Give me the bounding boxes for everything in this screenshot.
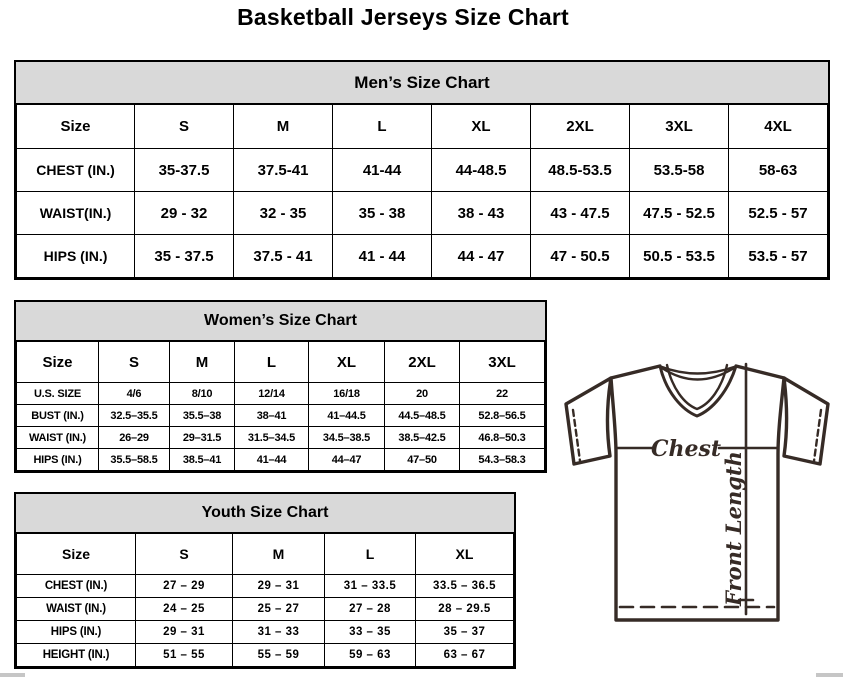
table-row [17,235,828,278]
size-value-cell: 38.5–41 [170,449,235,471]
size-header-row [17,342,545,383]
size-value-cell: 37.5-41 [234,149,333,192]
size-value-cell: 44–47 [309,449,385,471]
size-value-cell: 4/6 [99,383,170,405]
column-header: L [333,105,432,149]
size-value-cell: 52.5 - 57 [729,192,828,235]
row-label: HIPS (IN.) [17,235,135,278]
size-value-cell: 32 - 35 [234,192,333,235]
size-value-cell: 29–31.5 [170,427,235,449]
size-value-cell: 27 – 28 [325,598,416,621]
size-value-cell: 46.8–50.3 [460,427,545,449]
column-header: 3XL [460,342,545,383]
table-row [17,644,514,667]
size-value-cell: 28 – 29.5 [416,598,514,621]
column-header: M [170,342,235,383]
column-header: L [235,342,309,383]
column-header: Size [17,342,99,383]
youth-size-table [16,533,514,667]
column-header: XL [416,534,514,575]
size-header-row [17,534,514,575]
jersey-right-sleeve [784,378,828,464]
table-row [17,575,514,598]
column-header: S [135,105,234,149]
column-header: L [325,534,416,575]
size-value-cell: 35.5–58.5 [99,449,170,471]
size-value-cell: 58-63 [729,149,828,192]
size-value-cell: 32.5–35.5 [99,405,170,427]
row-label: HIPS (IN.) [17,621,136,644]
mens-size-chart [14,60,830,280]
size-header-row [17,105,828,149]
row-label: BUST (IN.) [17,405,99,427]
size-value-cell: 35.5–38 [170,405,235,427]
size-value-cell: 31 – 33 [233,621,325,644]
size-value-cell: 47.5 - 52.5 [630,192,729,235]
size-value-cell: 55 – 59 [233,644,325,667]
size-value-cell: 31.5–34.5 [235,427,309,449]
size-value-cell: 35 - 37.5 [135,235,234,278]
womens-size-chart-caption: Women’s Size Chart [16,302,545,341]
size-value-cell: 26–29 [99,427,170,449]
table-row [17,449,545,471]
size-value-cell: 38.5–42.5 [385,427,460,449]
size-value-cell: 52.8–56.5 [460,405,545,427]
scrollbar-fragment-right [816,673,843,677]
size-value-cell: 47–50 [385,449,460,471]
size-value-cell: 35 – 37 [416,621,514,644]
womens-size-table [16,341,545,471]
table-row [17,598,514,621]
size-value-cell: 43 - 47.5 [531,192,630,235]
table-row [17,405,545,427]
size-value-cell: 54.3–58.3 [460,449,545,471]
womens-size-chart [14,300,547,473]
size-value-cell: 37.5 - 41 [234,235,333,278]
youth-size-chart-caption: Youth Size Chart [16,494,514,533]
size-value-cell: 44-48.5 [432,149,531,192]
row-label: HIPS (IN.) [17,449,99,471]
row-label: CHEST (IN.) [17,575,136,598]
column-header: Size [17,534,136,575]
column-header: M [234,105,333,149]
column-header: S [99,342,170,383]
size-value-cell: 47 - 50.5 [531,235,630,278]
size-value-cell: 22 [460,383,545,405]
size-value-cell: 63 – 67 [416,644,514,667]
size-value-cell: 29 – 31 [136,621,233,644]
row-label: CHEST (IN.) [17,149,135,192]
size-value-cell: 12/14 [235,383,309,405]
size-value-cell: 24 – 25 [136,598,233,621]
column-header: XL [432,105,531,149]
column-header: 2XL [385,342,460,383]
size-value-cell: 53.5 - 57 [729,235,828,278]
size-value-cell: 35 - 38 [333,192,432,235]
table-row [17,621,514,644]
size-value-cell: 29 – 31 [233,575,325,598]
front-length-label: Front Length [721,451,746,606]
column-header: S [136,534,233,575]
size-value-cell: 16/18 [309,383,385,405]
size-value-cell: 33.5 – 36.5 [416,575,514,598]
chest-label: Chest [650,436,722,462]
page-title: Basketball Jerseys Size Chart [237,4,569,30]
size-value-cell: 48.5-53.5 [531,149,630,192]
size-value-cell: 41 - 44 [333,235,432,278]
row-label: HEIGHT (IN.) [17,644,136,667]
mens-size-table [16,104,828,278]
youth-size-chart [14,492,516,669]
scrollbar-fragment-left [0,673,25,677]
row-label: U.S. SIZE [17,383,99,405]
row-label: WAIST(IN.) [17,192,135,235]
size-value-cell: 59 – 63 [325,644,416,667]
row-label: WAIST (IN.) [17,427,99,449]
size-value-cell: 41–44 [235,449,309,471]
table-row [17,192,828,235]
size-value-cell: 51 – 55 [136,644,233,667]
size-value-cell: 8/10 [170,383,235,405]
size-value-cell: 34.5–38.5 [309,427,385,449]
table-row [17,427,545,449]
jersey-diagram [556,362,838,632]
jersey-left-sleeve [566,378,611,464]
size-value-cell: 20 [385,383,460,405]
size-value-cell: 38 - 43 [432,192,531,235]
column-header: 4XL [729,105,828,149]
row-label: WAIST (IN.) [17,598,136,621]
size-value-cell: 38–41 [235,405,309,427]
size-value-cell: 33 – 35 [325,621,416,644]
size-value-cell: 44.5–48.5 [385,405,460,427]
table-row [17,383,545,405]
column-header: M [233,534,325,575]
column-header: XL [309,342,385,383]
mens-size-chart-caption: Men’s Size Chart [16,62,828,104]
table-row [17,149,828,192]
size-value-cell: 29 - 32 [135,192,234,235]
size-value-cell: 25 – 27 [233,598,325,621]
column-header: Size [17,105,135,149]
size-value-cell: 41-44 [333,149,432,192]
size-value-cell: 41–44.5 [309,405,385,427]
size-value-cell: 44 - 47 [432,235,531,278]
size-value-cell: 31 – 33.5 [325,575,416,598]
size-value-cell: 53.5-58 [630,149,729,192]
column-header: 2XL [531,105,630,149]
size-value-cell: 27 – 29 [136,575,233,598]
size-value-cell: 35-37.5 [135,149,234,192]
size-value-cell: 50.5 - 53.5 [630,235,729,278]
column-header: 3XL [630,105,729,149]
jersey-torso [611,366,784,620]
